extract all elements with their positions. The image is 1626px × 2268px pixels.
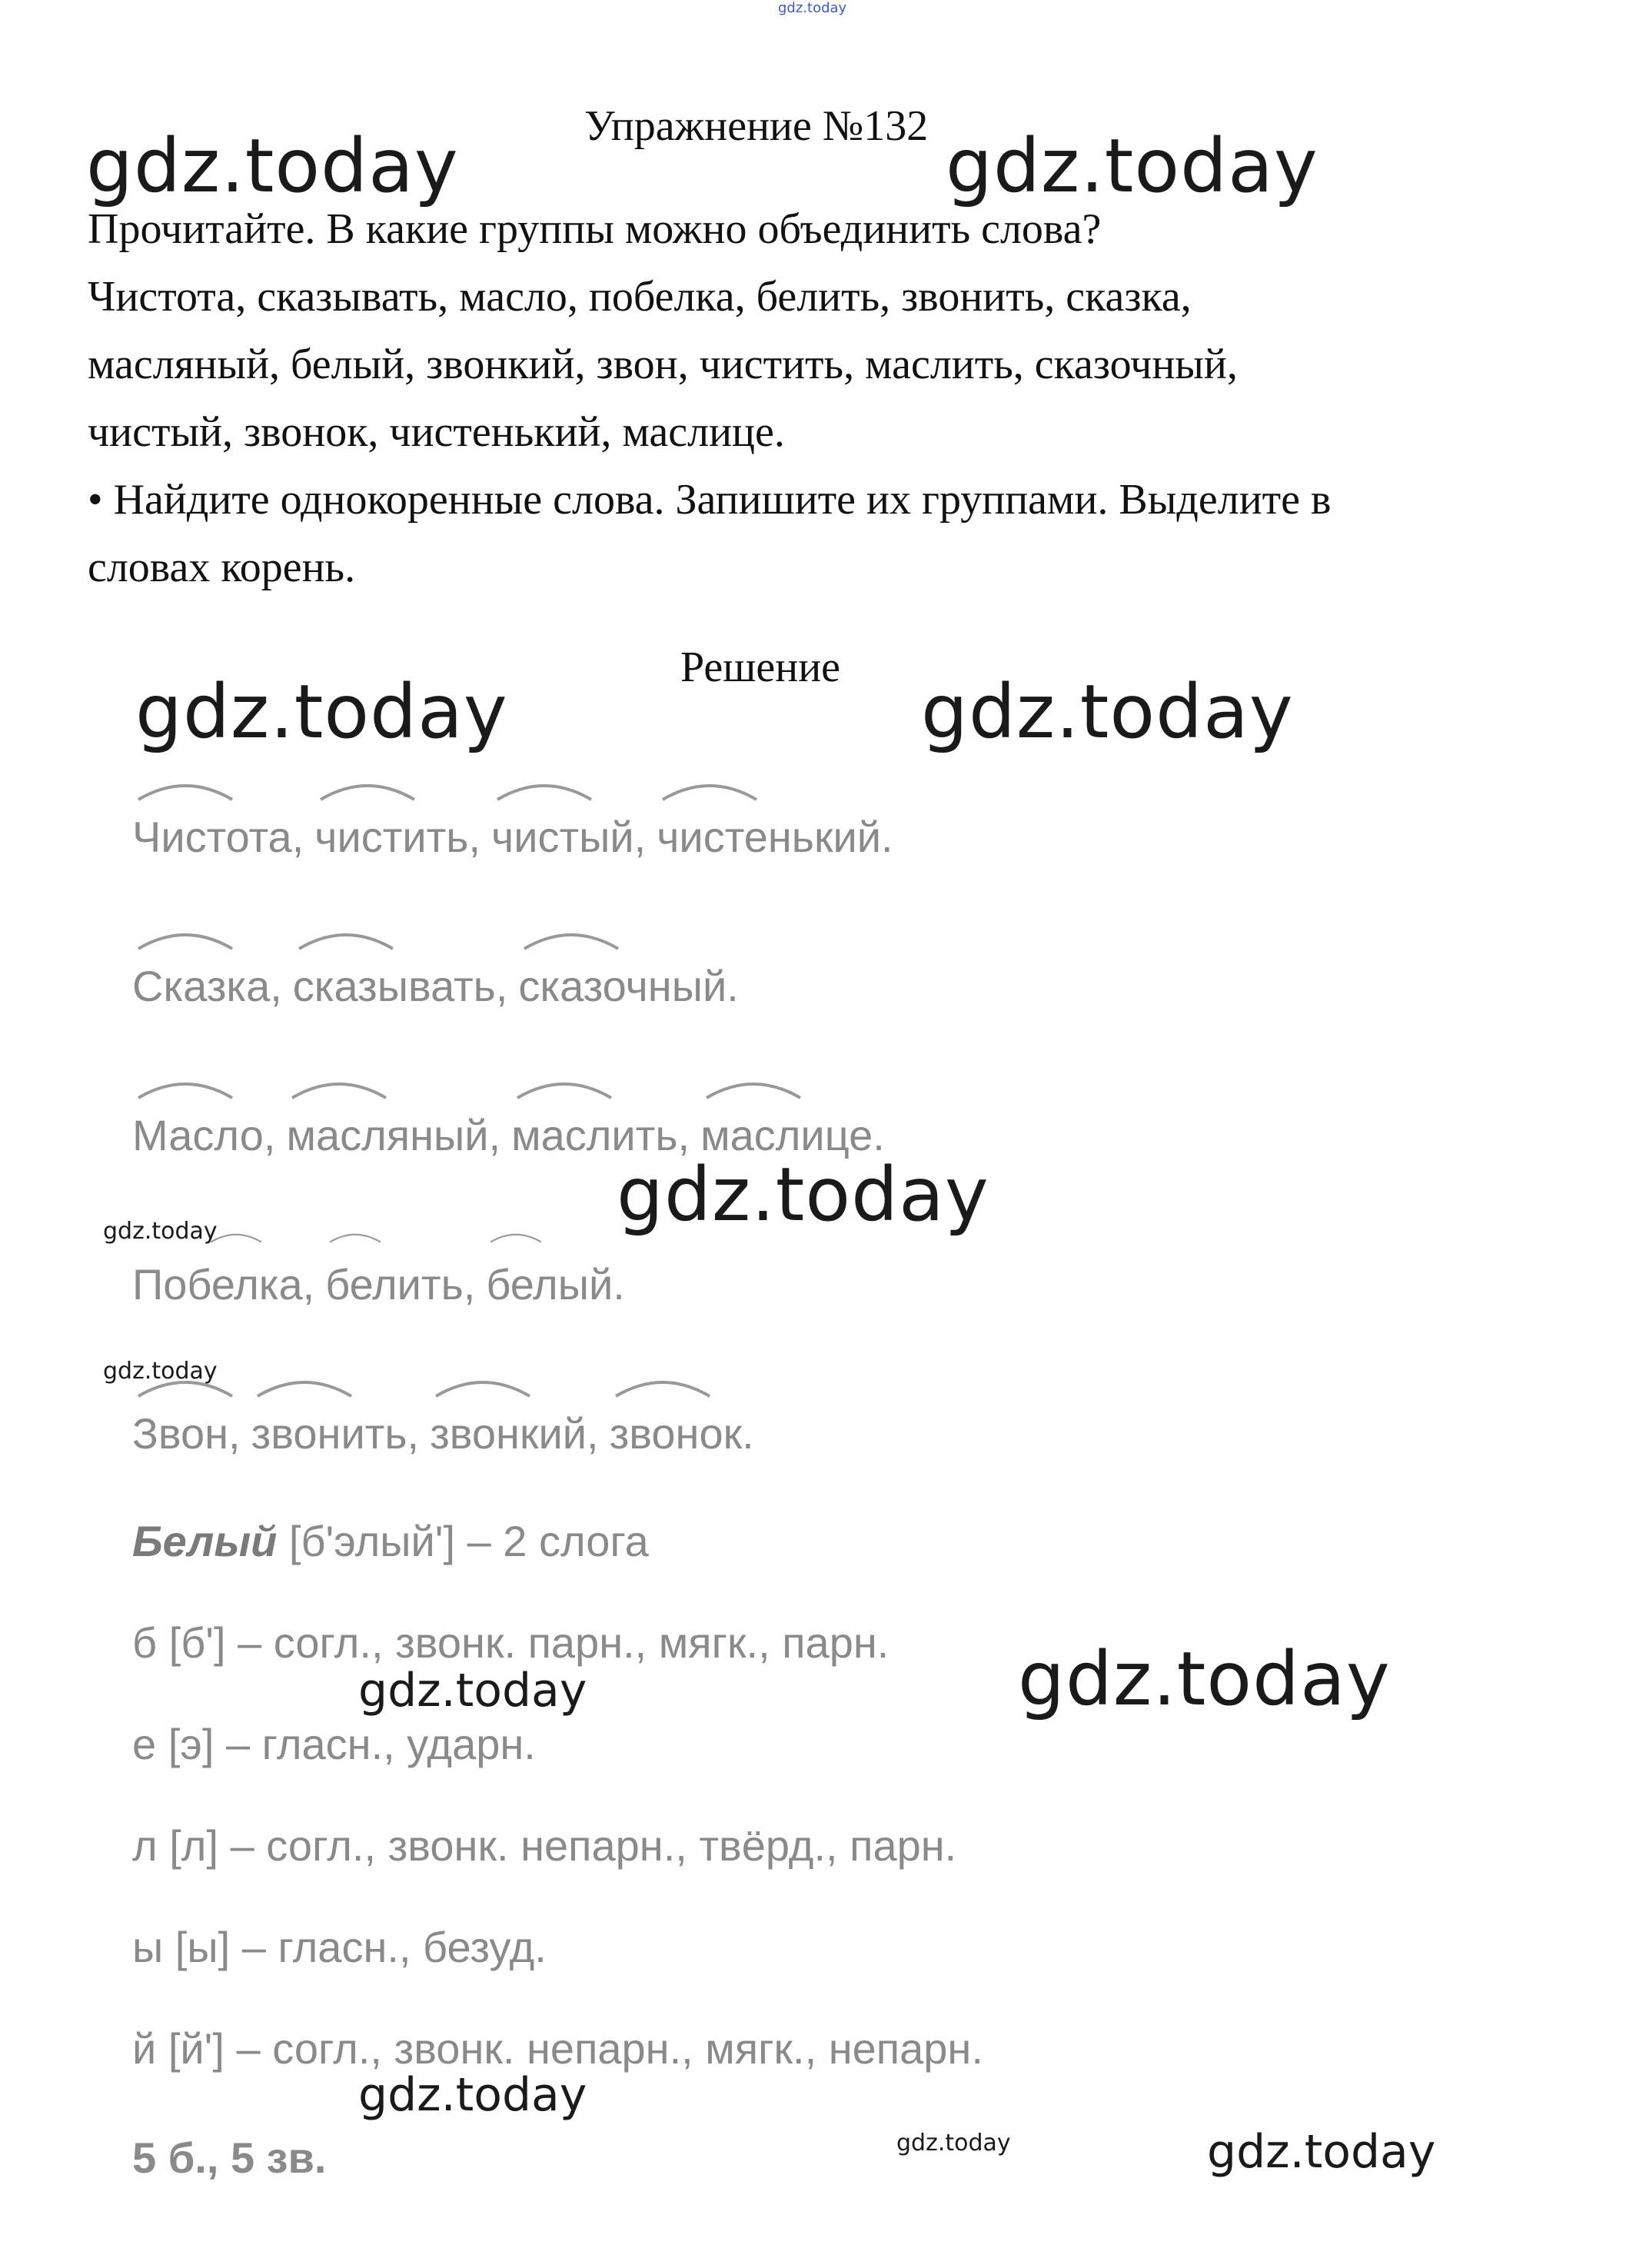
word-text: чистить, (314, 813, 481, 861)
word (286, 1110, 500, 1160)
watermark: gdz.today (896, 2130, 1011, 2157)
root-arc-icon (135, 924, 235, 952)
analysis-line: й [й'] – согл., звонк. непарн., мягк., непарн. (132, 2024, 983, 2073)
watermark: gdz.today (617, 1152, 989, 1238)
word (293, 961, 508, 1011)
word (251, 1408, 420, 1458)
root-arc-icon (489, 1222, 543, 1250)
root-arc-icon (328, 1222, 382, 1250)
word-text: звонок. (609, 1409, 754, 1458)
word (657, 812, 893, 862)
watermark: gdz.today (358, 2068, 587, 2122)
word-text: сказывать, (292, 962, 508, 1010)
task-line: масляный, белый, звонкий, звон, чистить, маслить, сказочный, (88, 341, 1238, 388)
root-arc-icon (703, 1073, 803, 1101)
root-arc-icon (660, 775, 760, 803)
analysis-word: Белый (132, 1517, 278, 1565)
word (132, 961, 282, 1011)
word-text: Звон, (132, 1409, 241, 1458)
word (314, 812, 480, 862)
word-text: Сказка, (132, 962, 282, 1010)
analysis-summary: 5 б., 5 зв. (132, 2133, 327, 2182)
root-arc-icon (433, 1372, 533, 1399)
analysis-header (132, 1516, 649, 1566)
word-text: белый. (486, 1260, 625, 1309)
root-arc-icon (521, 924, 621, 952)
word-text: Чистота, (132, 813, 304, 861)
analysis-line: б [б'] – согл., звонк. парн., мягк., парн. (132, 1618, 889, 1667)
word-group-bel (132, 1259, 625, 1309)
word (132, 1110, 275, 1160)
watermark: gdz.today (946, 123, 1318, 209)
word-group-chist (132, 812, 893, 862)
word-text: маслить, (511, 1111, 690, 1159)
word (132, 1408, 241, 1458)
analysis-line: л [л] – согл., звонк. непарн., твёрд., парн. (132, 1821, 957, 1870)
watermark: gdz.today (135, 669, 508, 755)
word-text: белить, (325, 1260, 476, 1309)
word (610, 1408, 754, 1458)
word-text: сказочный. (518, 962, 739, 1010)
root-arc-icon (514, 1073, 614, 1101)
root-arc-icon (209, 1222, 263, 1250)
task-line: • Найдите однокоренные слова. Запишите их группами. Выделите в (88, 476, 1332, 524)
solution-heading: Решение (680, 643, 841, 691)
root-arc-icon (613, 1372, 713, 1399)
watermark: gdz.today (103, 1358, 218, 1385)
word (325, 1259, 475, 1309)
word (518, 961, 738, 1011)
word (491, 812, 646, 862)
analysis-line: ы [ы] – гласн., безуд. (132, 1923, 547, 1971)
word-text: маслице. (700, 1111, 885, 1159)
root-arc-icon (254, 1372, 354, 1399)
word-group-zvon (132, 1408, 754, 1458)
exercise-task (88, 195, 1331, 601)
word-text: Побелка, (132, 1260, 315, 1309)
watermark: gdz.today (1018, 1636, 1391, 1722)
root-arc-icon (135, 1073, 235, 1101)
word-text: звонкий, (430, 1409, 599, 1458)
word-text: Масло, (132, 1111, 276, 1159)
word (132, 1259, 314, 1309)
analysis-line: е [э] – гласн., ударн. (132, 1720, 536, 1768)
root-arc-icon (494, 775, 594, 803)
word (486, 1259, 625, 1309)
root-arc-icon (296, 924, 396, 952)
watermark: gdz.today (86, 123, 459, 209)
root-arc-icon (135, 775, 235, 803)
exercise-title: Упражнение №132 (584, 102, 929, 150)
root-arc-icon (289, 1073, 389, 1101)
word (132, 812, 304, 862)
watermark: gdz.today (358, 1664, 587, 1718)
word-text: масляный, (286, 1111, 501, 1159)
word (430, 1408, 599, 1458)
analysis-transcription: [б'элый'] – 2 слога (288, 1517, 649, 1565)
word-group-skaz (132, 961, 739, 1011)
task-line: Чистота, сказывать, масло, побелка, белить, звонить, сказка, (88, 273, 1192, 321)
root-arc-icon (135, 1372, 235, 1399)
word-text: звонить, (251, 1409, 420, 1458)
watermark: gdz.today (1207, 2125, 1436, 2179)
root-arc-icon (318, 775, 417, 803)
word-text: чистенький. (657, 813, 893, 861)
watermark: gdz.today (921, 669, 1294, 755)
task-line: Прочитайте. В какие группы можно объединить слова? (88, 205, 1102, 253)
word-text: чистый, (491, 813, 647, 861)
watermark-top: gdz.today (778, 0, 847, 16)
task-line: чистый, звонок, чистенький, маслице. (88, 408, 785, 456)
watermark: gdz.today (103, 1218, 218, 1245)
task-line: словах корень. (88, 544, 356, 591)
